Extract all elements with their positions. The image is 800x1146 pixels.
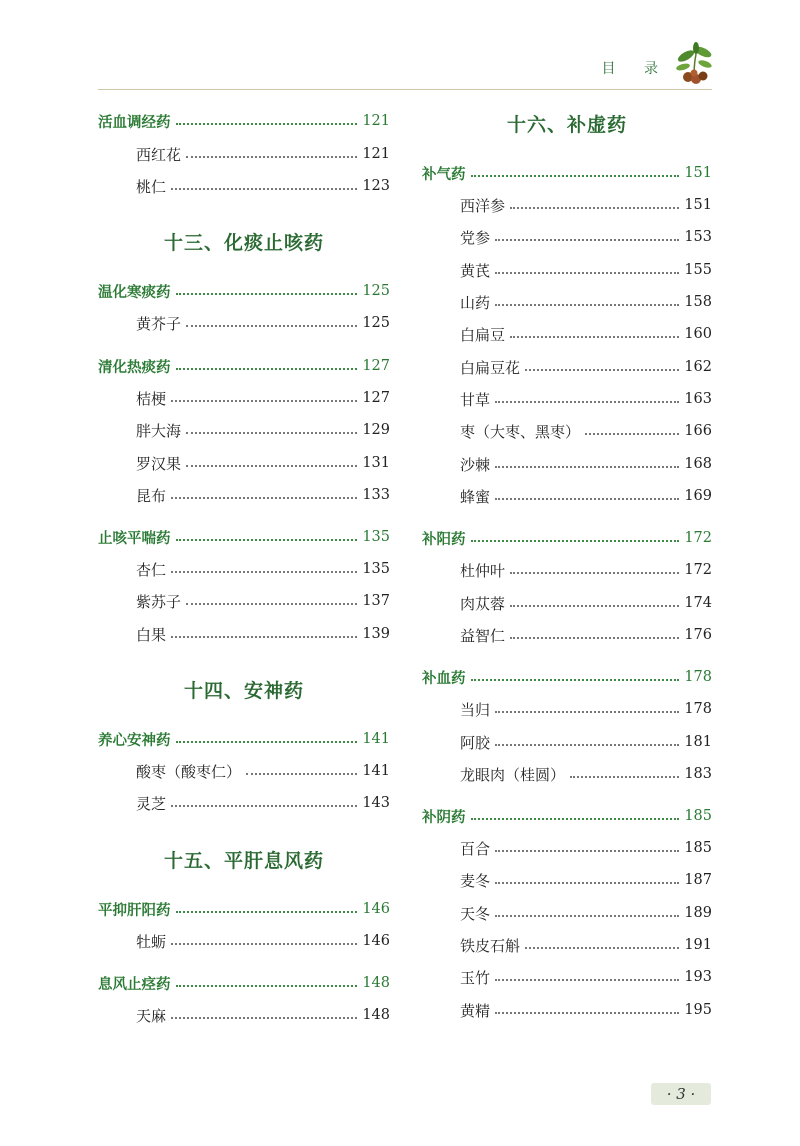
entry-title: 灵芝 — [136, 794, 167, 813]
entry-title: 麦冬 — [460, 871, 491, 890]
entry-page-number: 121 — [362, 146, 390, 162]
entry-page-number: 178 — [684, 669, 712, 685]
toc-entry[interactable] — [422, 452, 712, 476]
toc-entry[interactable] — [98, 142, 390, 166]
dot-leader — [495, 743, 679, 746]
entry-title: 黄芥子 — [136, 314, 182, 333]
entry-title: 山药 — [460, 293, 491, 312]
entry-title: 当归 — [460, 700, 491, 719]
toc-category-entry[interactable] — [98, 897, 390, 921]
dot-leader — [510, 571, 679, 574]
entry-page-number: 121 — [362, 113, 390, 129]
dot-leader — [525, 946, 679, 949]
dot-leader — [495, 1011, 679, 1014]
dot-leader — [471, 817, 680, 820]
dot-leader — [186, 602, 357, 605]
entry-page-number: 185 — [684, 808, 712, 824]
entry-title: 黄精 — [460, 1001, 491, 1020]
entry-title: 益智仁 — [460, 626, 506, 645]
section-title: 十六、补虚药 — [506, 114, 627, 136]
entry-title: 紫苏子 — [136, 592, 182, 611]
entry-title: 铁皮石斛 — [460, 936, 521, 955]
entry-page-number: 133 — [362, 487, 390, 503]
toc-entry[interactable] — [422, 697, 712, 721]
toc-entry[interactable] — [422, 419, 712, 443]
entry-title: 党参 — [460, 228, 491, 247]
entry-page-number: 135 — [362, 561, 390, 577]
toc-category-entry[interactable] — [98, 279, 390, 303]
toc-category-entry[interactable] — [98, 354, 390, 378]
toc-entry[interactable] — [422, 998, 712, 1022]
entry-title: 白扁豆 — [460, 325, 506, 344]
toc-entry[interactable] — [98, 483, 390, 507]
dot-leader — [495, 849, 679, 852]
entry-page-number: 137 — [362, 593, 390, 609]
entry-title: 桃仁 — [136, 177, 167, 196]
dot-leader — [246, 772, 357, 775]
toc-entry[interactable] — [98, 386, 390, 410]
entry-page-number: 148 — [362, 975, 390, 991]
entry-page-number: 146 — [362, 933, 390, 949]
entry-page-number: 151 — [684, 165, 712, 181]
page-header — [98, 40, 712, 90]
entry-title: 牡蛎 — [136, 932, 167, 951]
entry-page-number: 125 — [362, 283, 390, 299]
dot-leader — [495, 914, 679, 917]
entry-page-number: 158 — [684, 294, 712, 310]
entry-title: 玉竹 — [460, 968, 491, 987]
entry-page-number: 135 — [362, 529, 390, 545]
entry-title: 昆布 — [136, 486, 167, 505]
entry-page-number: 195 — [684, 1002, 712, 1018]
page-number: · 3 · — [651, 1083, 711, 1105]
dot-leader — [495, 710, 679, 713]
entry-page-number: 178 — [684, 701, 712, 717]
section-title: 十五、平肝息风药 — [163, 850, 324, 872]
entry-page-number: 123 — [362, 178, 390, 194]
dot-leader — [186, 324, 357, 327]
entry-title: 西红花 — [136, 145, 182, 164]
entry-title: 白果 — [136, 625, 167, 644]
entry-title: 补气药 — [422, 166, 466, 183]
toc-entry[interactable] — [422, 730, 712, 754]
dot-leader — [176, 292, 358, 295]
entry-title: 罗汉果 — [136, 454, 182, 473]
entry-title: 白扁豆花 — [460, 358, 521, 377]
entry-title: 黄芪 — [460, 261, 491, 280]
toc-category-entry[interactable] — [98, 109, 390, 133]
entry-page-number: 127 — [362, 390, 390, 406]
dot-leader — [495, 497, 679, 500]
dot-leader — [171, 635, 357, 638]
entry-page-number: 183 — [684, 766, 712, 782]
entry-title: 肉苁蓉 — [460, 594, 506, 613]
entry-title: 枣（大枣、黑枣） — [460, 422, 581, 441]
dot-leader — [471, 678, 680, 681]
toc-entry[interactable] — [98, 557, 390, 581]
entry-page-number: 168 — [684, 456, 712, 472]
toc-entry[interactable] — [98, 759, 390, 783]
dot-leader — [171, 804, 357, 807]
toc-category-entry[interactable] — [98, 525, 390, 549]
herb-plant-icon — [674, 42, 714, 86]
entry-title: 天麻 — [136, 1006, 167, 1025]
entry-title: 甘草 — [460, 390, 491, 409]
entry-page-number: 139 — [362, 626, 390, 642]
dot-leader — [495, 465, 679, 468]
toc-entry[interactable] — [98, 791, 390, 815]
dot-leader — [176, 984, 358, 987]
entry-page-number: 143 — [362, 795, 390, 811]
entry-title: 温化寒痰药 — [98, 284, 171, 301]
dot-leader — [525, 368, 679, 371]
entry-page-number: 176 — [684, 627, 712, 643]
dot-leader — [495, 881, 679, 884]
toc-entry[interactable] — [422, 965, 712, 989]
dot-leader — [171, 496, 357, 499]
dot-leader — [510, 206, 679, 209]
entry-title: 杏仁 — [136, 560, 167, 579]
entry-page-number: 146 — [362, 901, 390, 917]
entry-title: 养心安神药 — [98, 732, 171, 749]
entry-page-number: 172 — [684, 562, 712, 578]
entry-title: 百合 — [460, 839, 491, 858]
entry-title: 清化热痰药 — [98, 359, 171, 376]
entry-title: 天冬 — [460, 904, 491, 923]
toc-category-entry[interactable] — [422, 526, 712, 550]
dot-leader — [510, 335, 679, 338]
entry-title: 桔梗 — [136, 389, 167, 408]
dot-leader — [171, 1016, 357, 1019]
entry-title: 补阴药 — [422, 809, 466, 826]
toc-entry[interactable] — [422, 387, 712, 411]
dot-leader — [176, 740, 358, 743]
dot-leader — [171, 570, 357, 573]
entry-page-number: 187 — [684, 872, 712, 888]
dot-leader — [176, 910, 358, 913]
entry-page-number: 166 — [684, 423, 712, 439]
entry-page-number: 162 — [684, 359, 712, 375]
toc-entry[interactable] — [98, 174, 390, 198]
toc-entry[interactable] — [422, 290, 712, 314]
toc-entry[interactable] — [422, 933, 712, 957]
toc-entry[interactable] — [422, 901, 712, 925]
dot-leader — [495, 271, 679, 274]
dot-leader — [186, 155, 357, 158]
entry-page-number: 172 — [684, 530, 712, 546]
dot-leader — [471, 174, 680, 177]
entry-page-number: 160 — [684, 326, 712, 342]
entry-title: 活血调经药 — [98, 114, 171, 131]
entry-page-number: 185 — [684, 840, 712, 856]
entry-page-number: 131 — [362, 455, 390, 471]
toc-category-entry[interactable] — [422, 161, 712, 185]
entry-page-number: 148 — [362, 1007, 390, 1023]
toc-entry[interactable] — [422, 193, 712, 217]
toc-category-entry[interactable] — [422, 665, 712, 689]
entry-page-number: 151 — [684, 197, 712, 213]
dot-leader — [585, 432, 679, 435]
entry-title: 沙棘 — [460, 455, 491, 474]
entry-page-number: 181 — [684, 734, 712, 750]
entry-page-number: 129 — [362, 422, 390, 438]
toc-entry[interactable] — [422, 591, 712, 615]
dot-leader — [510, 636, 679, 639]
entry-title: 阿胶 — [460, 733, 491, 752]
dot-leader — [186, 464, 357, 467]
toc-entry[interactable] — [422, 836, 712, 860]
dot-leader — [495, 400, 679, 403]
toc-entry[interactable] — [422, 762, 712, 786]
dot-leader — [510, 604, 679, 607]
entry-page-number: 125 — [362, 315, 390, 331]
toc-category-entry[interactable] — [422, 804, 712, 828]
entry-page-number: 163 — [684, 391, 712, 407]
header-title: 目 录 — [601, 61, 670, 77]
dot-leader — [495, 303, 679, 306]
entry-page-number: 155 — [684, 262, 712, 278]
toc-entry[interactable] — [422, 225, 712, 249]
toc-entry[interactable] — [98, 311, 390, 335]
toc-entry[interactable] — [98, 418, 390, 442]
entry-page-number: 174 — [684, 595, 712, 611]
dot-leader — [186, 431, 357, 434]
toc-entry[interactable] — [422, 623, 712, 647]
toc-entry[interactable] — [98, 929, 390, 953]
entry-title: 平抑肝阳药 — [98, 902, 171, 919]
entry-title: 蜂蜜 — [460, 487, 491, 506]
dot-leader — [495, 978, 679, 981]
entry-title: 息风止痉药 — [98, 976, 171, 993]
entry-page-number: 191 — [684, 937, 712, 953]
entry-title: 西洋参 — [460, 196, 506, 215]
section-title: 十四、安神药 — [183, 680, 304, 702]
toc-category-entry[interactable] — [98, 727, 390, 751]
entry-title: 止咳平喘药 — [98, 530, 171, 547]
toc-entry[interactable] — [98, 622, 390, 646]
toc-entry[interactable] — [422, 258, 712, 282]
toc-entry[interactable] — [422, 322, 712, 346]
entry-page-number: 189 — [684, 905, 712, 921]
dot-leader — [570, 775, 679, 778]
dot-leader — [171, 399, 357, 402]
toc-category-entry[interactable] — [98, 971, 390, 995]
toc-entry[interactable] — [422, 484, 712, 508]
dot-leader — [176, 367, 358, 370]
dot-leader — [171, 187, 357, 190]
toc-entry[interactable] — [98, 1003, 390, 1027]
toc-entry[interactable] — [98, 589, 390, 613]
entry-title: 胖大海 — [136, 421, 182, 440]
dot-leader — [495, 238, 679, 241]
entry-page-number: 127 — [362, 358, 390, 374]
entry-title: 杜仲叶 — [460, 561, 506, 580]
entry-title: 龙眼肉（桂圆） — [460, 765, 566, 784]
toc-entry[interactable] — [422, 355, 712, 379]
entry-page-number: 153 — [684, 229, 712, 245]
entry-title: 酸枣（酸枣仁） — [136, 762, 242, 781]
dot-leader — [471, 539, 680, 542]
entry-page-number: 193 — [684, 969, 712, 985]
dot-leader — [171, 942, 357, 945]
dot-leader — [176, 538, 358, 541]
toc-entry[interactable] — [422, 558, 712, 582]
entry-page-number: 141 — [362, 763, 390, 779]
entry-title: 补阳药 — [422, 531, 466, 548]
entry-title: 补血药 — [422, 670, 466, 687]
dot-leader — [176, 122, 358, 125]
toc-entry[interactable] — [98, 451, 390, 475]
section-title: 十三、化痰止咳药 — [163, 232, 324, 254]
entry-page-number: 141 — [362, 731, 390, 747]
entry-page-number: 169 — [684, 488, 712, 504]
toc-entry[interactable] — [422, 868, 712, 892]
